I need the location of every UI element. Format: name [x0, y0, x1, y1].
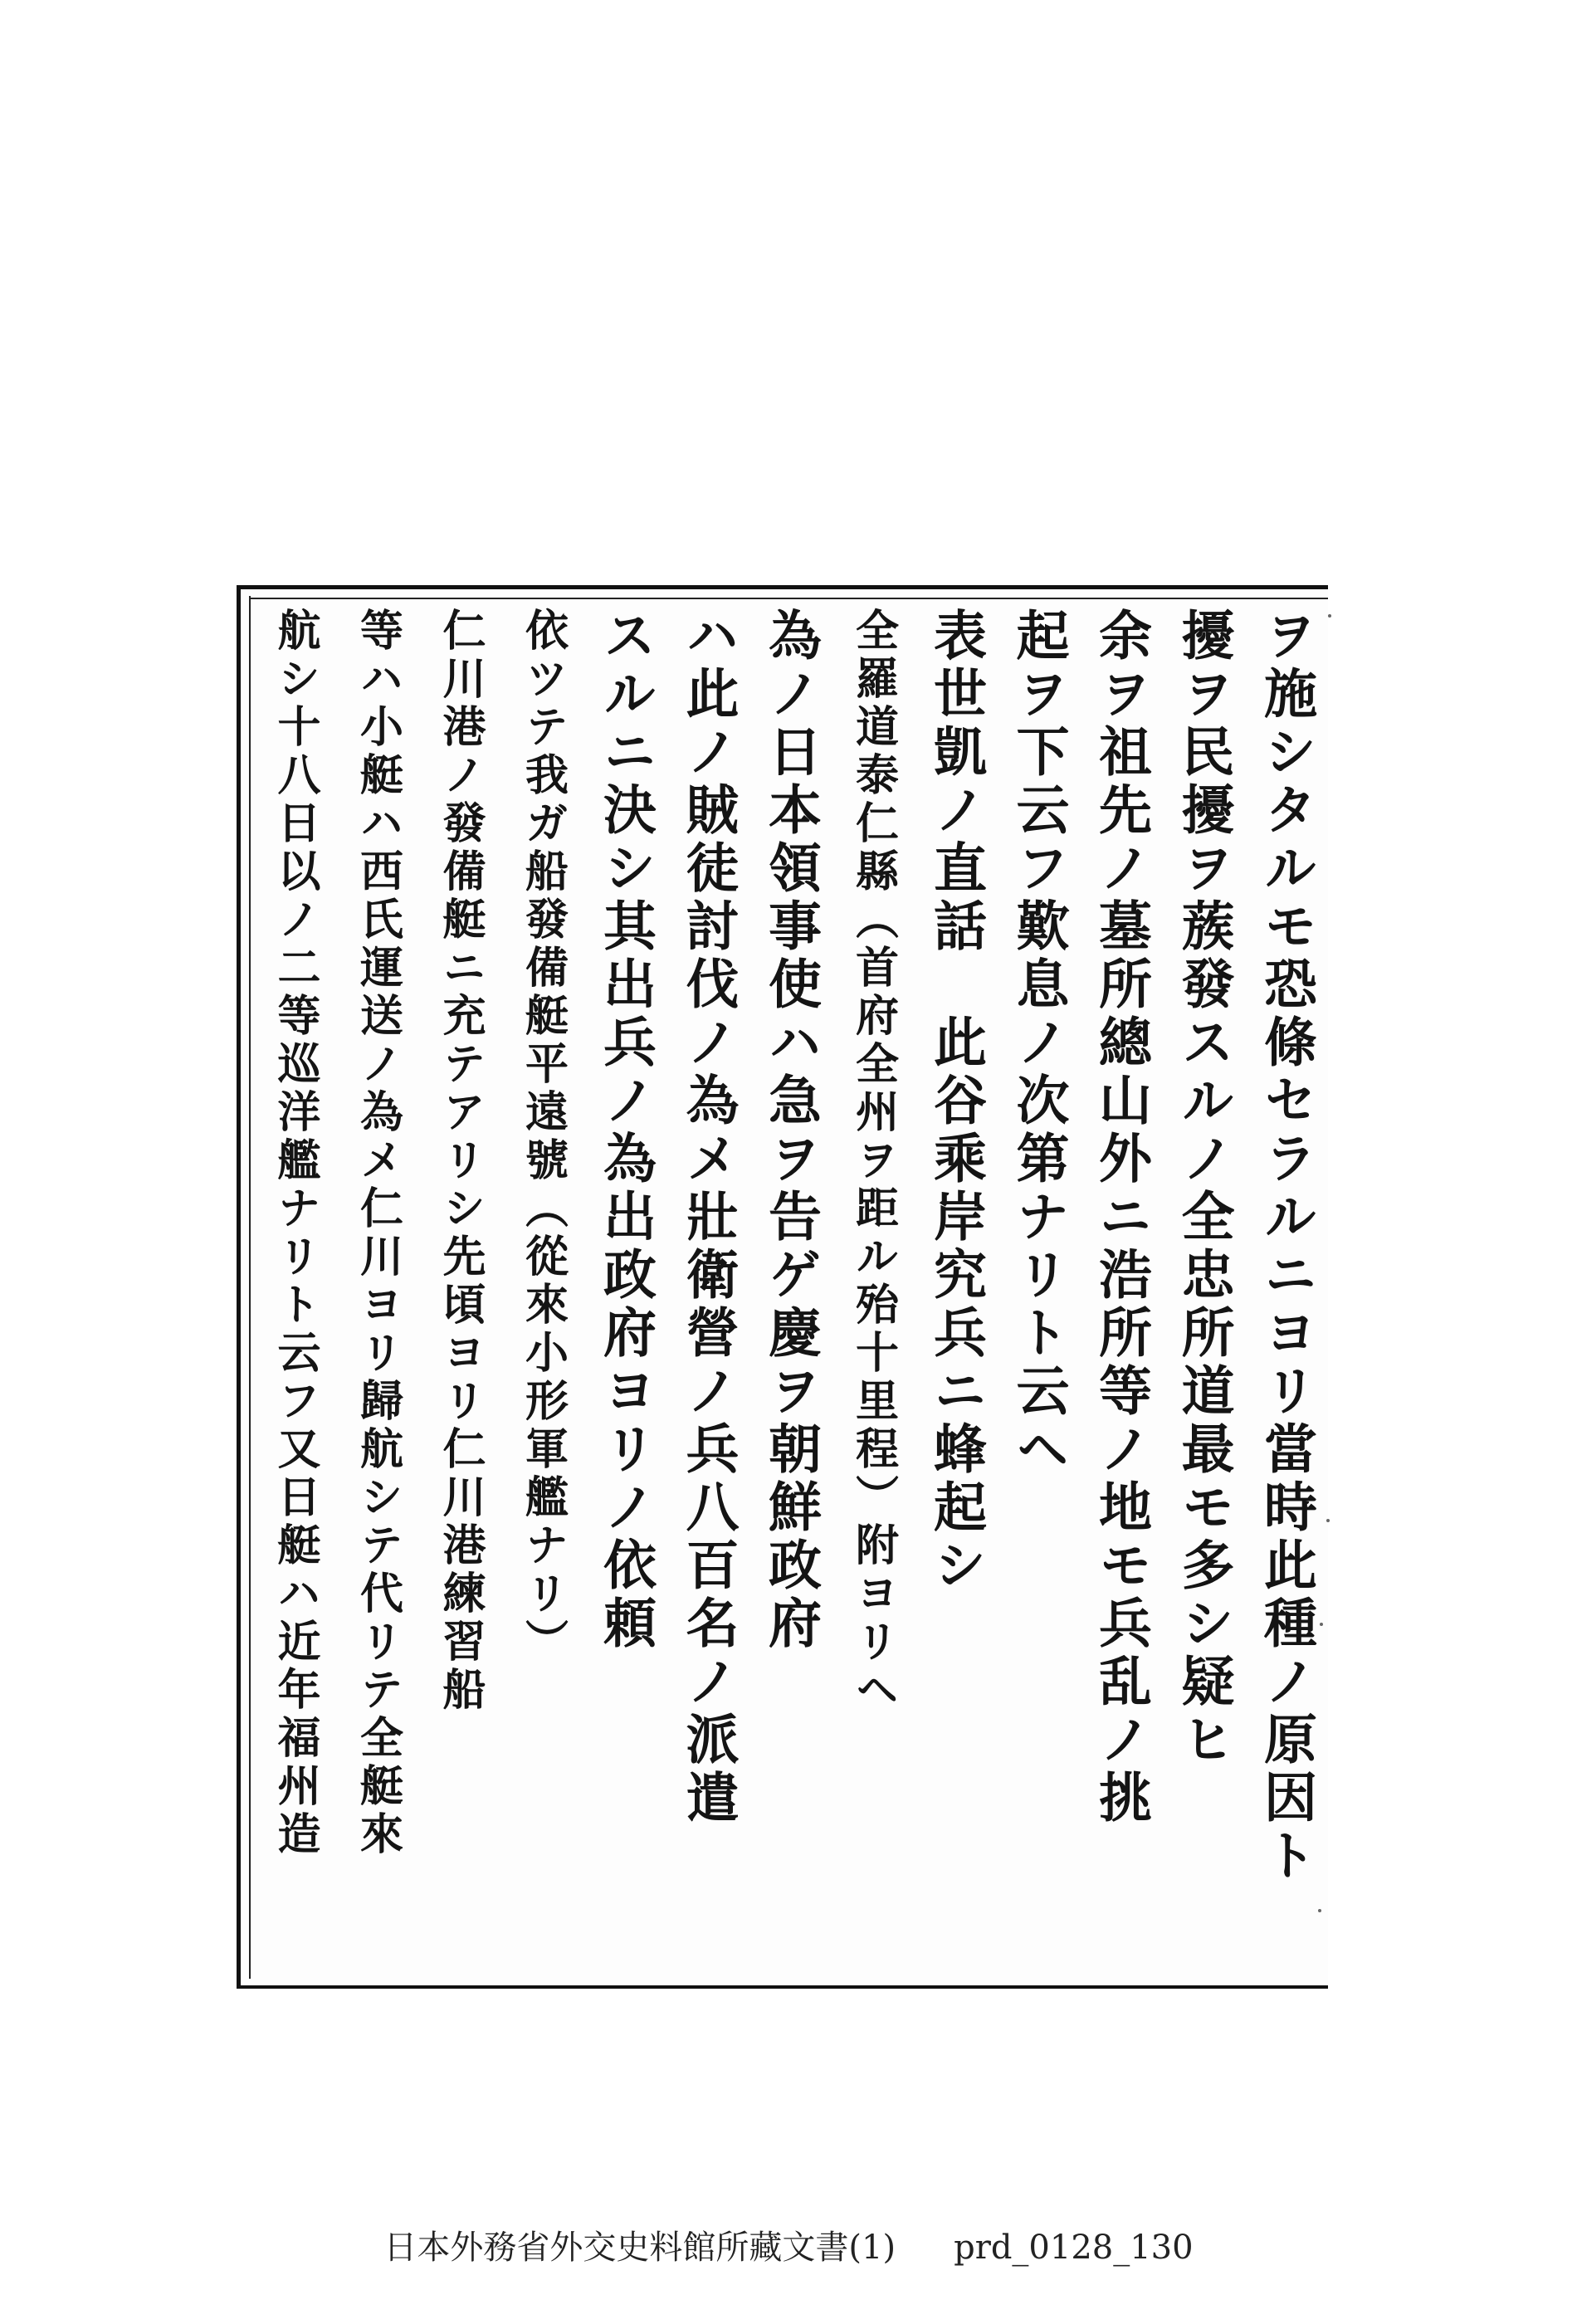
- manuscript-scan: [237, 585, 1328, 1989]
- manuscript-column-7: 為ノ日本領事使ハ急ヲ告ゲ慶ヲ朝鮮政府: [759, 608, 822, 1653]
- page-footer: [0, 2221, 1577, 2268]
- scan-speck: [1326, 1519, 1330, 1522]
- manuscript-column-8: ハ此ノ賊徒討伐ノ為メ壯衛營ノ兵八百名ノ派遣: [676, 608, 740, 1828]
- scan-speck: [1328, 614, 1331, 618]
- manuscript-column-12: 等ハ小艇ハ西氏運送ノ為メ仁川ヨリ歸航シテ代リテ全艇來: [352, 608, 403, 1859]
- scan-speck: [1318, 1909, 1321, 1912]
- manuscript-column-11: 仁川港ノ發備艇ニ充テアリシ先頃ヨリ仁川港練習船: [435, 608, 486, 1715]
- page-id: prd_0128_130: [954, 2229, 1194, 2267]
- manuscript-column-2: 擾ヲ民擾ヲ蔟發スルノ全忠所道最モ多シ疑ヒ: [1172, 608, 1235, 1770]
- manuscript-column-1: ヲ施シタルモ恐條セラルニヨリ當時此種ノ原因ト: [1255, 608, 1317, 1886]
- manuscript-column-5: 表世凱ノ直話 此谷乘岸究兵ニ蜂起シ: [925, 608, 987, 1595]
- scan-speck: [1320, 1623, 1323, 1626]
- archive-caption: 日本外務省外交史料館所藏文書(1): [383, 2229, 896, 2267]
- manuscript-columns: [257, 608, 1323, 1975]
- manuscript-column-9: スルニ決シ其出兵ノ為出政府ヨリノ依頼: [594, 608, 657, 1653]
- manuscript-column-4: 起ヲ下云フ歎息ノ次第ナリト云ヘ: [1007, 608, 1070, 1479]
- manuscript-column-3: 余ヲ祖先ノ墓所總山外ニ浩所等ノ地モ兵乱ノ挑: [1090, 608, 1152, 1828]
- manuscript-column-13: 航シ十八日以ノ二等巡洋艦ナリト云フ又日艇ハ近年福州造: [270, 608, 320, 1859]
- manuscript-column-10: 依ツテ我ガ船發備艇平遠號（從來小形軍艦ナリ）: [517, 608, 569, 1667]
- manuscript-column-6: 全羅道泰仁縣（首府全州ヲ距ル殆十里程）附ヨリヘ: [847, 608, 899, 1715]
